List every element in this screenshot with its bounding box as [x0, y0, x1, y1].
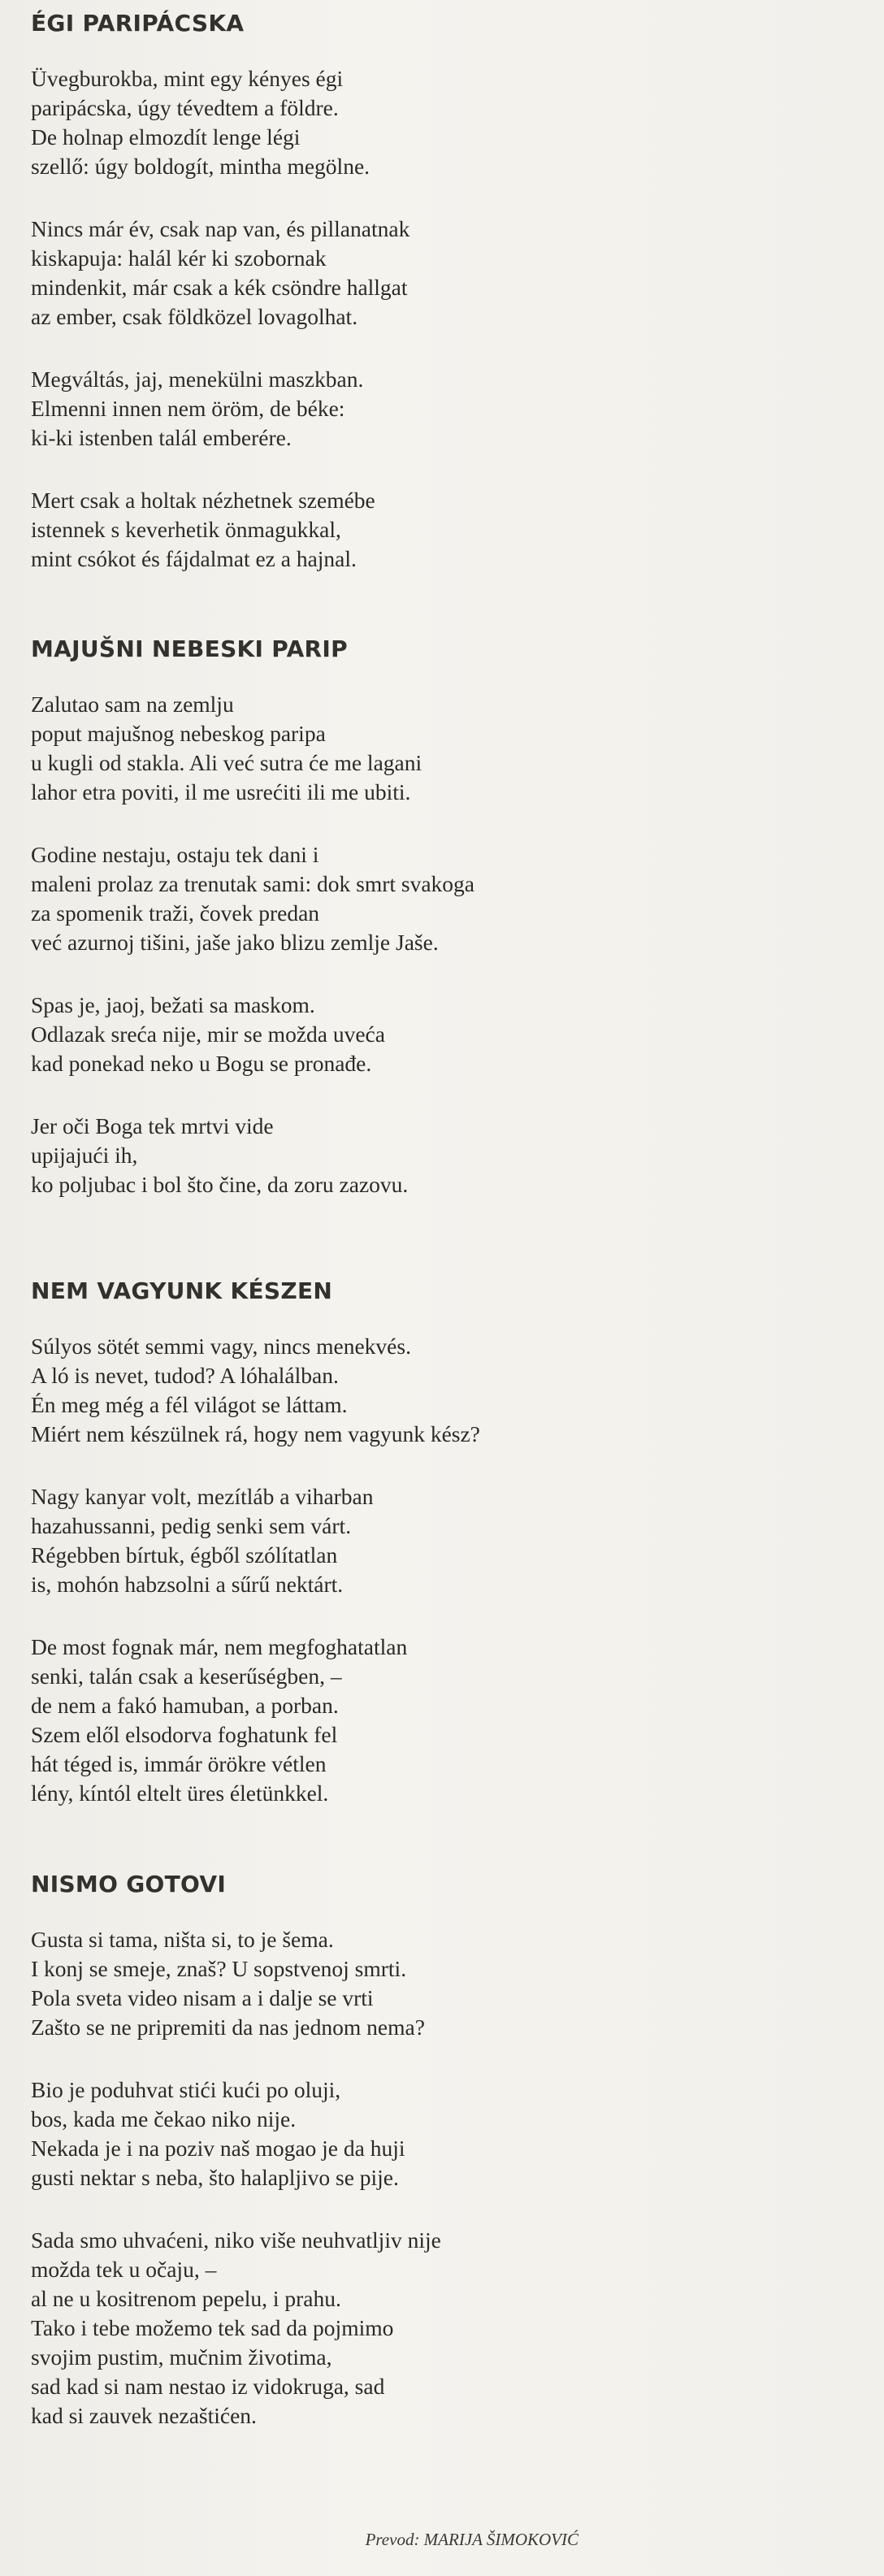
- stanza: [31, 64, 843, 181]
- poem-line: lény, kíntól eltelt üres életünkkel.: [31, 1780, 329, 1806]
- poem-nismo-gotovi: [31, 1871, 843, 2464]
- poem-line: Jer oči Boga tek mrtvi vide: [31, 1113, 274, 1138]
- poem-line: Mert csak a holtak nézhetnek szemébe: [31, 488, 375, 513]
- stanza: [31, 1633, 843, 1808]
- poem-line: kad ponekad neko u Bogu se pronađe.: [31, 1051, 372, 1076]
- poem-line: Pola sveta video nisam a i dalje se vrti: [31, 1985, 374, 2010]
- poem-line: hát téged is, immár örökre vétlen: [31, 1751, 327, 1776]
- poem-title: ÉGI PARIPÁCSKA: [31, 10, 245, 37]
- poem-line: svojim pustim, mučnim životima,: [31, 2344, 332, 2370]
- poem-line: istennek s keverhetik önmagukkal,: [31, 517, 341, 542]
- poem-line: al ne u kositrenom pepelu, i prahu.: [31, 2286, 341, 2311]
- stanza: [31, 486, 843, 574]
- poem-line: već azurnoj tišini, jaše jako blizu zemlje Jaše.: [31, 930, 439, 955]
- poem-line: upijajući ih,: [31, 1143, 138, 1168]
- poem-line: poput majušnog nebeskog paripa: [31, 721, 326, 746]
- poem-line: sad kad si nam nestao iz vidokruga, sad: [31, 2374, 385, 2399]
- poem-line: Tako i tebe možemo tek sad da pojmimo: [31, 2315, 394, 2340]
- poem-line: senki, talán csak a keserűségben, –: [31, 1663, 342, 1689]
- poem-majusni-nebeski-parip: [31, 635, 843, 1233]
- poem-line: is, mohón habzsolni a sűrű nektárt.: [31, 1572, 344, 1597]
- poem-line: Zašto se ne pripremiti da nas jednom nema?: [31, 2014, 425, 2040]
- poem-line: De most fognak már, nem megfoghatatlan: [31, 1634, 408, 1659]
- poem-line: I konj se smeje, znaš? U sopstvenoj smrti.: [31, 1956, 407, 1981]
- poem-line: Nagy kanyar volt, mezítláb a viharban: [31, 1484, 374, 1509]
- poem-line: Megváltás, jaj, menekülni maszkban.: [31, 366, 364, 392]
- poem-line: Sada smo uhvaćeni, niko više neuhvatljiv nije: [31, 2227, 441, 2253]
- poem-line: Régebben bírtuk, égből szólítatlan: [31, 1542, 338, 1568]
- stanza: [31, 840, 843, 957]
- poem-line: A ló is nevet, tudod? A lóhalálban.: [31, 1363, 339, 1388]
- poem-line: szellő: úgy boldogít, mintha megölne.: [31, 154, 370, 179]
- poem-line: Spas je, jaoj, bežati sa maskom.: [31, 992, 315, 1017]
- stanza: [31, 1925, 843, 2042]
- stanza: [31, 2226, 843, 2431]
- poem-line: Nekada je i na poziv naš mogao je da huji: [31, 2136, 405, 2161]
- poem-egi-paripacska: [31, 10, 843, 607]
- stanza: [31, 1112, 843, 1199]
- poem-line: lahor etra poviti, il me usrećiti ili me ubiti.: [31, 779, 411, 804]
- poem-line: Nincs már év, csak nap van, és pillanatnak: [31, 216, 410, 241]
- poem-line: Odlazak sreća nije, mir se možda uveća: [31, 1021, 385, 1047]
- poem-line: ko poljubac i bol što čine, da zoru zazovu.: [31, 1172, 409, 1197]
- poem-line: Miért nem készülnek rá, hogy nem vagyunk kész?: [31, 1421, 480, 1446]
- poem-line: Gusta si tama, ništa si, to je šema.: [31, 1927, 334, 1952]
- poem-line: Súlyos sötét semmi vagy, nincs menekvés.: [31, 1334, 411, 1359]
- poem-line: možda tek u očaju, –: [31, 2257, 217, 2282]
- poem-line: paripácska, úgy tévedtem a földre.: [31, 95, 339, 120]
- stanza: [31, 2075, 843, 2192]
- poem-line: gusti nektar s neba, što halapljivo se pije.: [31, 2165, 399, 2190]
- stanza: [31, 365, 843, 453]
- poem-line: u kugli od stakla. Ali već sutra će me lagani: [31, 750, 422, 775]
- poem-line: hazahussanni, pedig senki sem várt.: [31, 1513, 352, 1538]
- poem-nem-vagyunk-keszen: [31, 1277, 843, 1841]
- poem-title: NEM VAGYUNK KÉSZEN: [31, 1277, 333, 1304]
- poem-line: De holnap elmozdít lenge légi: [31, 124, 301, 150]
- poem-line: bos, kada me čekao niko nije.: [31, 2106, 297, 2131]
- stanza: [31, 1332, 843, 1449]
- poem-line: maleni prolaz za trenutak sami: dok smrt svakoga: [31, 871, 475, 896]
- poem-line: mint csókot és fájdalmat ez a hajnal.: [31, 546, 357, 571]
- poem-line: Üvegburokba, mint egy kényes égi: [31, 66, 344, 91]
- poem-title: NISMO GOTOVI: [31, 1871, 227, 1897]
- poem-title: MAJUŠNI NEBESKI PARIP: [31, 635, 348, 662]
- poem-line: Elmenni innen nem öröm, de béke:: [31, 396, 345, 421]
- stanza: [31, 690, 843, 807]
- poem-line: mindenkit, már csak a kék csöndre hallgat: [31, 275, 408, 300]
- poem-line: kad si zauvek nezaštićen.: [31, 2403, 257, 2428]
- poem-line: Bio je poduhvat stići kući po oluji,: [31, 2077, 341, 2102]
- poem-line: Zalutao sam na zemlju: [31, 692, 234, 717]
- translator-credit: Prevod: MARIJA ŠIMOKOVIĆ: [365, 2530, 578, 2549]
- stanza: [31, 1482, 843, 1599]
- stanza: [31, 991, 843, 1078]
- poem-line: Szem elől elsodorva foghatunk fel: [31, 1722, 338, 1747]
- poem-line: Godine nestaju, ostaju tek dani i: [31, 842, 319, 867]
- poem-line: Én meg még a fél világot se láttam.: [31, 1392, 348, 1417]
- poem-line: ki-ki istenben talál emberére.: [31, 425, 292, 450]
- poem-line: za spomenik traži, čovek predan: [31, 900, 320, 926]
- poem-line: kiskapuja: halál kér ki szobornak: [31, 245, 327, 271]
- poem-line: de nem a fakó hamuban, a porban.: [31, 1693, 339, 1718]
- poem-line: az ember, csak földközel lovagolhat.: [31, 304, 358, 329]
- stanza: [31, 215, 843, 332]
